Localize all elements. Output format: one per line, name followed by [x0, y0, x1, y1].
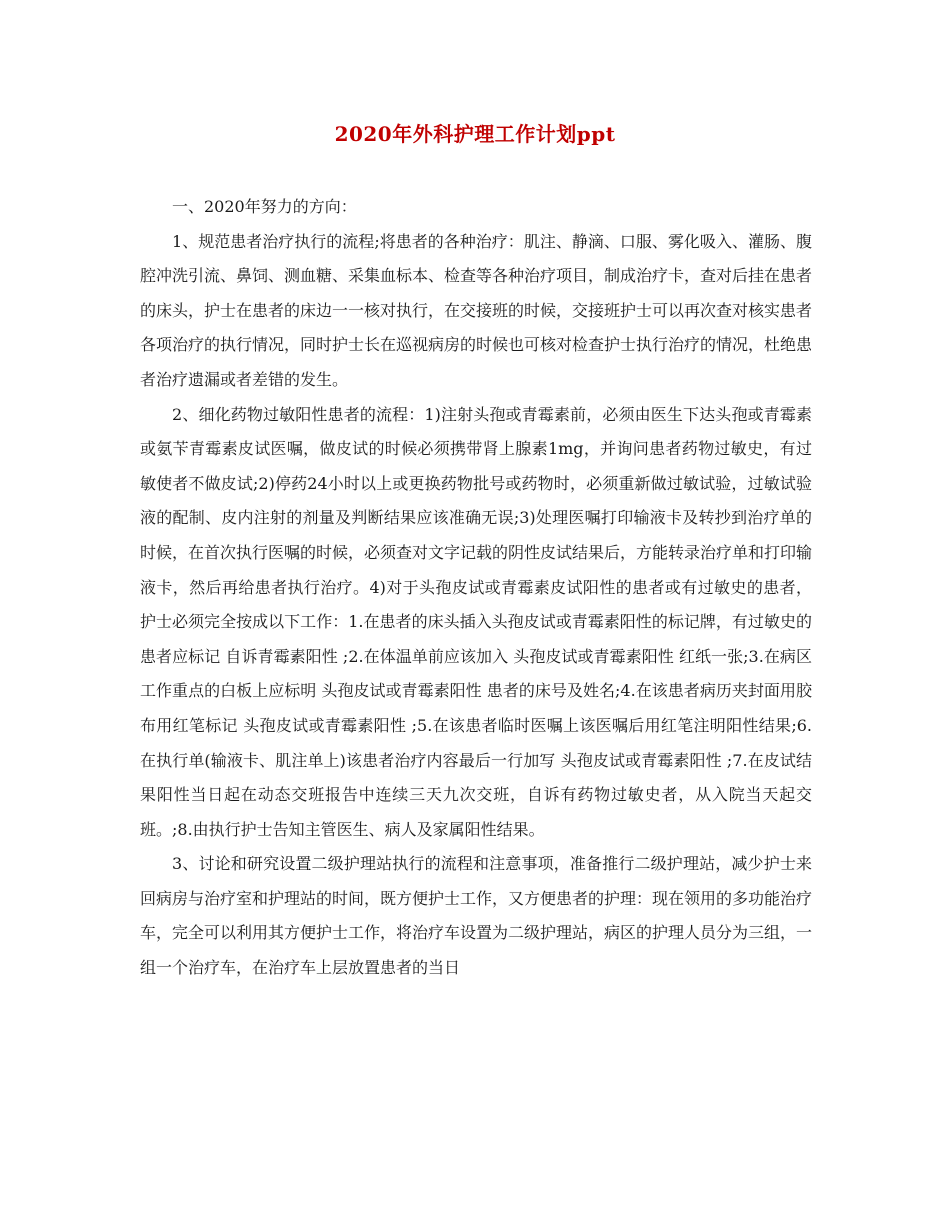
- section-heading: 一、2020年努力的方向：: [172, 197, 357, 216]
- paragraph-nursing-station: 3、讨论和研究设置二级护理站执行的流程和注意事项，准备推行二级护理站，减少护士来回病房与治疗室和护理站的时间，既方便护士工作，又方便患者的护理：现在领用的多功能治疗车，完全可以利用其方便护士工作，将治疗车设置为二级护理站，病区的护理人员分为三组，一组一个治疗车，在治疗车上层放置患者的当日: [140, 854, 813, 978]
- document-body: [140, 190, 812, 986]
- paragraph-allergy-process: 2、细化药物过敏阳性患者的流程：1)注射头孢或青霉素前，必须由医生下达头孢或青霉素或氨苄青霉素皮试医嘱，做皮试的时候必须携带肾上腺素1mg，并询问患者药物过敏史，有过敏使者不做皮试;2)停药24小时以上或更换药物批号或药物时，必须重新做过敏试验，过敏试验液的配制、皮内注射的剂量及判断结果应该准确无误;3)处理医嘱打印输液卡及转抄到治疗单的时候，在首次执行医嘱的时候，必须查对文字记载的阴性皮试结果后，方能转录治疗单和打印输液卡，然后再给患者执行治疗。4)对于头孢皮试或青霉素皮试阳性的患者或有过敏史的患者，护士必须完全按成以下工作：1.在患者的床头插入头孢皮试或青霉素阳性的标记牌，有过敏史的患者应标记 自诉青霉素阳性 ;2.在体温单前应该加入 头孢皮试或青霉素阳性 红纸一张;3.在病区工作重点的白板上应标明 头孢皮试或青霉素阳性 患者的床号及姓名;4.在该患者病历夹封面用胶布用红笔标记 头孢皮试或青霉素阳性 ;5.在该患者临时医嘱上该医嘱后用红笔注明阳性结果;6.在执行单(输液卡、肌注单上)该患者治疗内容最后一行加写 头孢皮试或青霉素阳性 ;7.在皮试结果阳性当日起在动态交班报告中连续三天九次交班，自诉有药物过敏史者，从入院当天起交班。;8.由执行护士告知主管医生、病人及家属阳性结果。: [140, 404, 813, 839]
- paragraph-treatment-process: 1、规范患者治疗执行的流程;将患者的各种治疗：肌注、静滴、口服、雾化吸入、灌肠、腹腔冲洗引流、鼻饲、测血糖、采集血标本、检查等各种治疗项目，制成治疗卡，查对后挂在患者的床头，护士在患者的床边一一核对执行，在交接班的时候，交接班护士可以再次查对核实患者各项治疗的执行情况，同时护士长在巡视病房的时候也可核对检查护士执行治疗的情况，杜绝患者治疗遗漏或者差错的发生。: [140, 231, 813, 389]
- document-title: 2020年外科护理工作计划ppt: [334, 122, 616, 146]
